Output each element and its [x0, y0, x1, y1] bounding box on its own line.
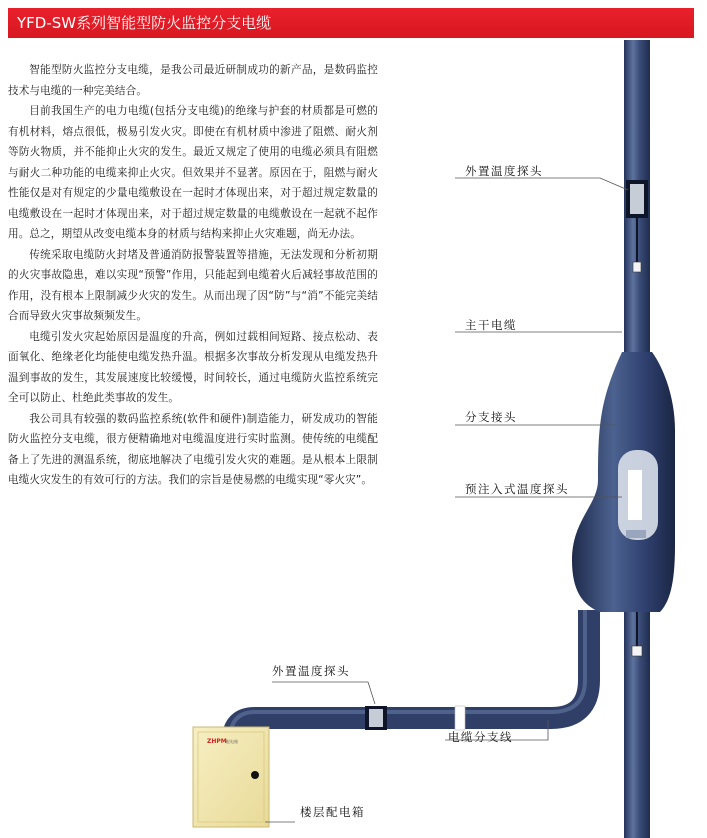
label-distribution-box: 楼层配电箱: [300, 805, 365, 819]
label-external-probe-top: 外置温度探头: [465, 164, 543, 178]
distribution-box: [193, 727, 269, 827]
box-brand-sub: 配电箱: [226, 739, 238, 744]
embedded-probe: [618, 450, 658, 540]
page-title: YFD-SW系列智能型防火监控分支电缆: [17, 14, 272, 32]
paragraph-5: 我公司具有较强的数码监控系统(软件和硬件)制造能力，研发成功的智能防火监控分支电缆，很方便精确地对电缆温度进行实时监测。使传统的电缆配备上了先进的测温系统，彻底地解决了电缆引发火灾的难题。是从根本上限制电缆火灾发生的有效可行的方法。我们的宗旨是使易燃的电缆实现“零火灾”。: [8, 412, 378, 486]
label-branch-joint: 分支接头: [465, 410, 517, 424]
paragraph-1: 智能型防火监控分支电缆，是我公司最近研制成功的新产品，是数码监控技术与电缆的一种完美结合。: [8, 64, 378, 97]
box-brand: ZHPM: [207, 738, 227, 745]
paragraph-2: 目前我国生产的电力电缆(包括分支电缆)的绝缘与护套的材质都是可燃的有机材料，熔点很低，极易引发火灾。即使在有机材质中渗进了阻燃、耐火剂等防火物质，并不能抑止火灾的发生。最近又规定了使用的电缆必须具有阻燃与耐火二种功能的电缆来抑止火灾。但效果并不显著。原因在于，阻燃与耐火性能仅是对有规定的少量电缆敷设在一起时才体现出来，对于超过规定数量的电缆敷设在一起时才体现出来，对于超过规定数量的电缆敷设在一起就不起作用。总之，期望从改变电缆本身的材质与结构来抑止火灾难题，尚无办法。: [8, 105, 378, 240]
label-branch-cable: 电缆分支线: [448, 730, 513, 744]
paragraph-3: 传统采取电缆防火封堵及普通消防报警装置等措施，无法发现和分析初期的火灾事故隐患，难以实现“预警”作用，只能起到电缆着火后减轻事故范围的作用，没有根本上限制减少火灾的发生。从而出现了因“防”与“消”不能完美结合而导致火灾事故频频发生。: [8, 248, 378, 322]
title-bar: [8, 8, 694, 38]
paragraph-4: 电缆引发火灾起始原因是温度的升高，例如过载相间短路、接点松动、表面氧化、绝缘老化均能使电缆发热升温。根据多次事故分析发现从电缆发热升温到事故的发生，其发展速度比较缓慢，时间较长，通过电缆防火监控系统完全可以防止、杜绝此类事故的发生。: [8, 330, 378, 404]
label-embedded-probe: 预注入式温度探头: [465, 482, 569, 496]
article-body: [8, 60, 378, 491]
label-main-cable: 主干电缆: [465, 318, 517, 332]
label-external-probe-bottom: 外置温度探头: [272, 664, 350, 678]
